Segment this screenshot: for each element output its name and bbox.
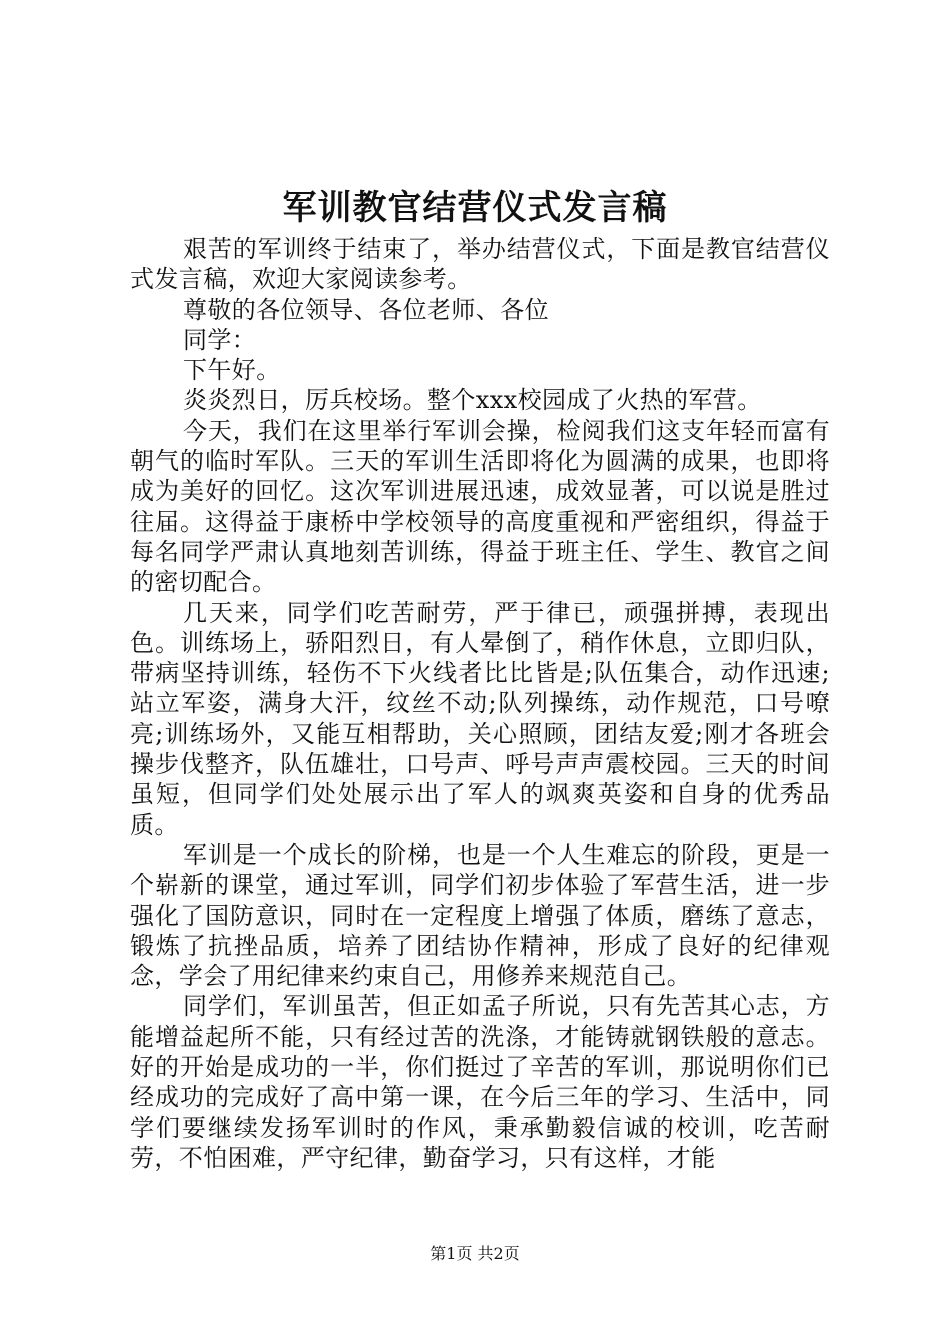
document-title: 军训教官结营仪式发言稿 <box>282 188 668 228</box>
paragraph-intro: 艰苦的军训终于结束了，举办结营仪式，下面是教官结营仪式发言稿，欢迎大家阅读参考。 <box>130 235 830 294</box>
paragraph-greeting: 下午好。 <box>183 356 281 385</box>
page-footer: 第1页 共2页 <box>430 1244 520 1263</box>
paragraph-opening: 炎炎烈日，厉兵校场。整个xxx校园成了火热的军营。 <box>183 386 762 415</box>
paragraph-students: 同学们，军训虽苦，但正如孟子所说，只有先苦其心志，方能增益起所不能，只有经过苦的洗涤，才能铸就钢铁般的意志。好的开始是成功的一半，你们挺过了辛苦的军训，那说明你们已经成功的完成好了高中第一课，在今后三年的学习、生活中，同学们要继续发扬军训时的作风，秉承勤毅信诚的校训，吃苦耐劳，不怕困难，严守纪律，勤奋学习，只有这样，才能 <box>130 992 830 1172</box>
paragraph-days: 几天来，同学们吃苦耐劳，严于律已，顽强拼搏，表现出色。训练场上，骄阳烈日，有人晕倒了，稍作休息，立即归队，带病坚持训练，轻伤不下火线者比比皆是;队伍集合，动作迅速;站立军姿，满身大汗，纹丝不动;队列操练，动作规范，口号嘹亮;训练场外，又能互相帮助，关心照顾，团结友爱;刚才各班会操步伐整齐，队伍雄壮，口号声、呼号声声震校园。三天的时间虽短，但同学们处处展示出了军人的飒爽英姿和自身的优秀品质。 <box>130 598 830 839</box>
paragraph-salutation: 尊敬的各位领导、各位老师、各位 <box>183 295 549 324</box>
paragraph-salutation-cont: 同学： <box>183 325 257 354</box>
paragraph-growth: 军训是一个成长的阶梯，也是一个人生难忘的阶段，更是一个崭新的课堂，通过军训，同学们初步体验了军营生活，进一步强化了国防意识，同时在一定程度上增强了体质，磨练了意志，锻炼了抗挫品质，培养了团结协作精神，形成了良好的纪律观念，学会了用纪律来约束自己，用修养来规范自己。 <box>130 840 830 991</box>
document-body <box>130 234 830 1173</box>
paragraph-today: 今天，我们在这里举行军训会操，检阅我们这支年轻而富有朝气的临时军队。三天的军训生活即将化为圆满的成果，也即将成为美好的回忆。这次军训进展迅速，成效显著，可以说是胜过往届。这得益于康桥中学校领导的高度重视和严密组织，得益于每名同学严肃认真地刻苦训练，得益于班主任、学生、教官之间的密切配合。 <box>130 416 830 597</box>
